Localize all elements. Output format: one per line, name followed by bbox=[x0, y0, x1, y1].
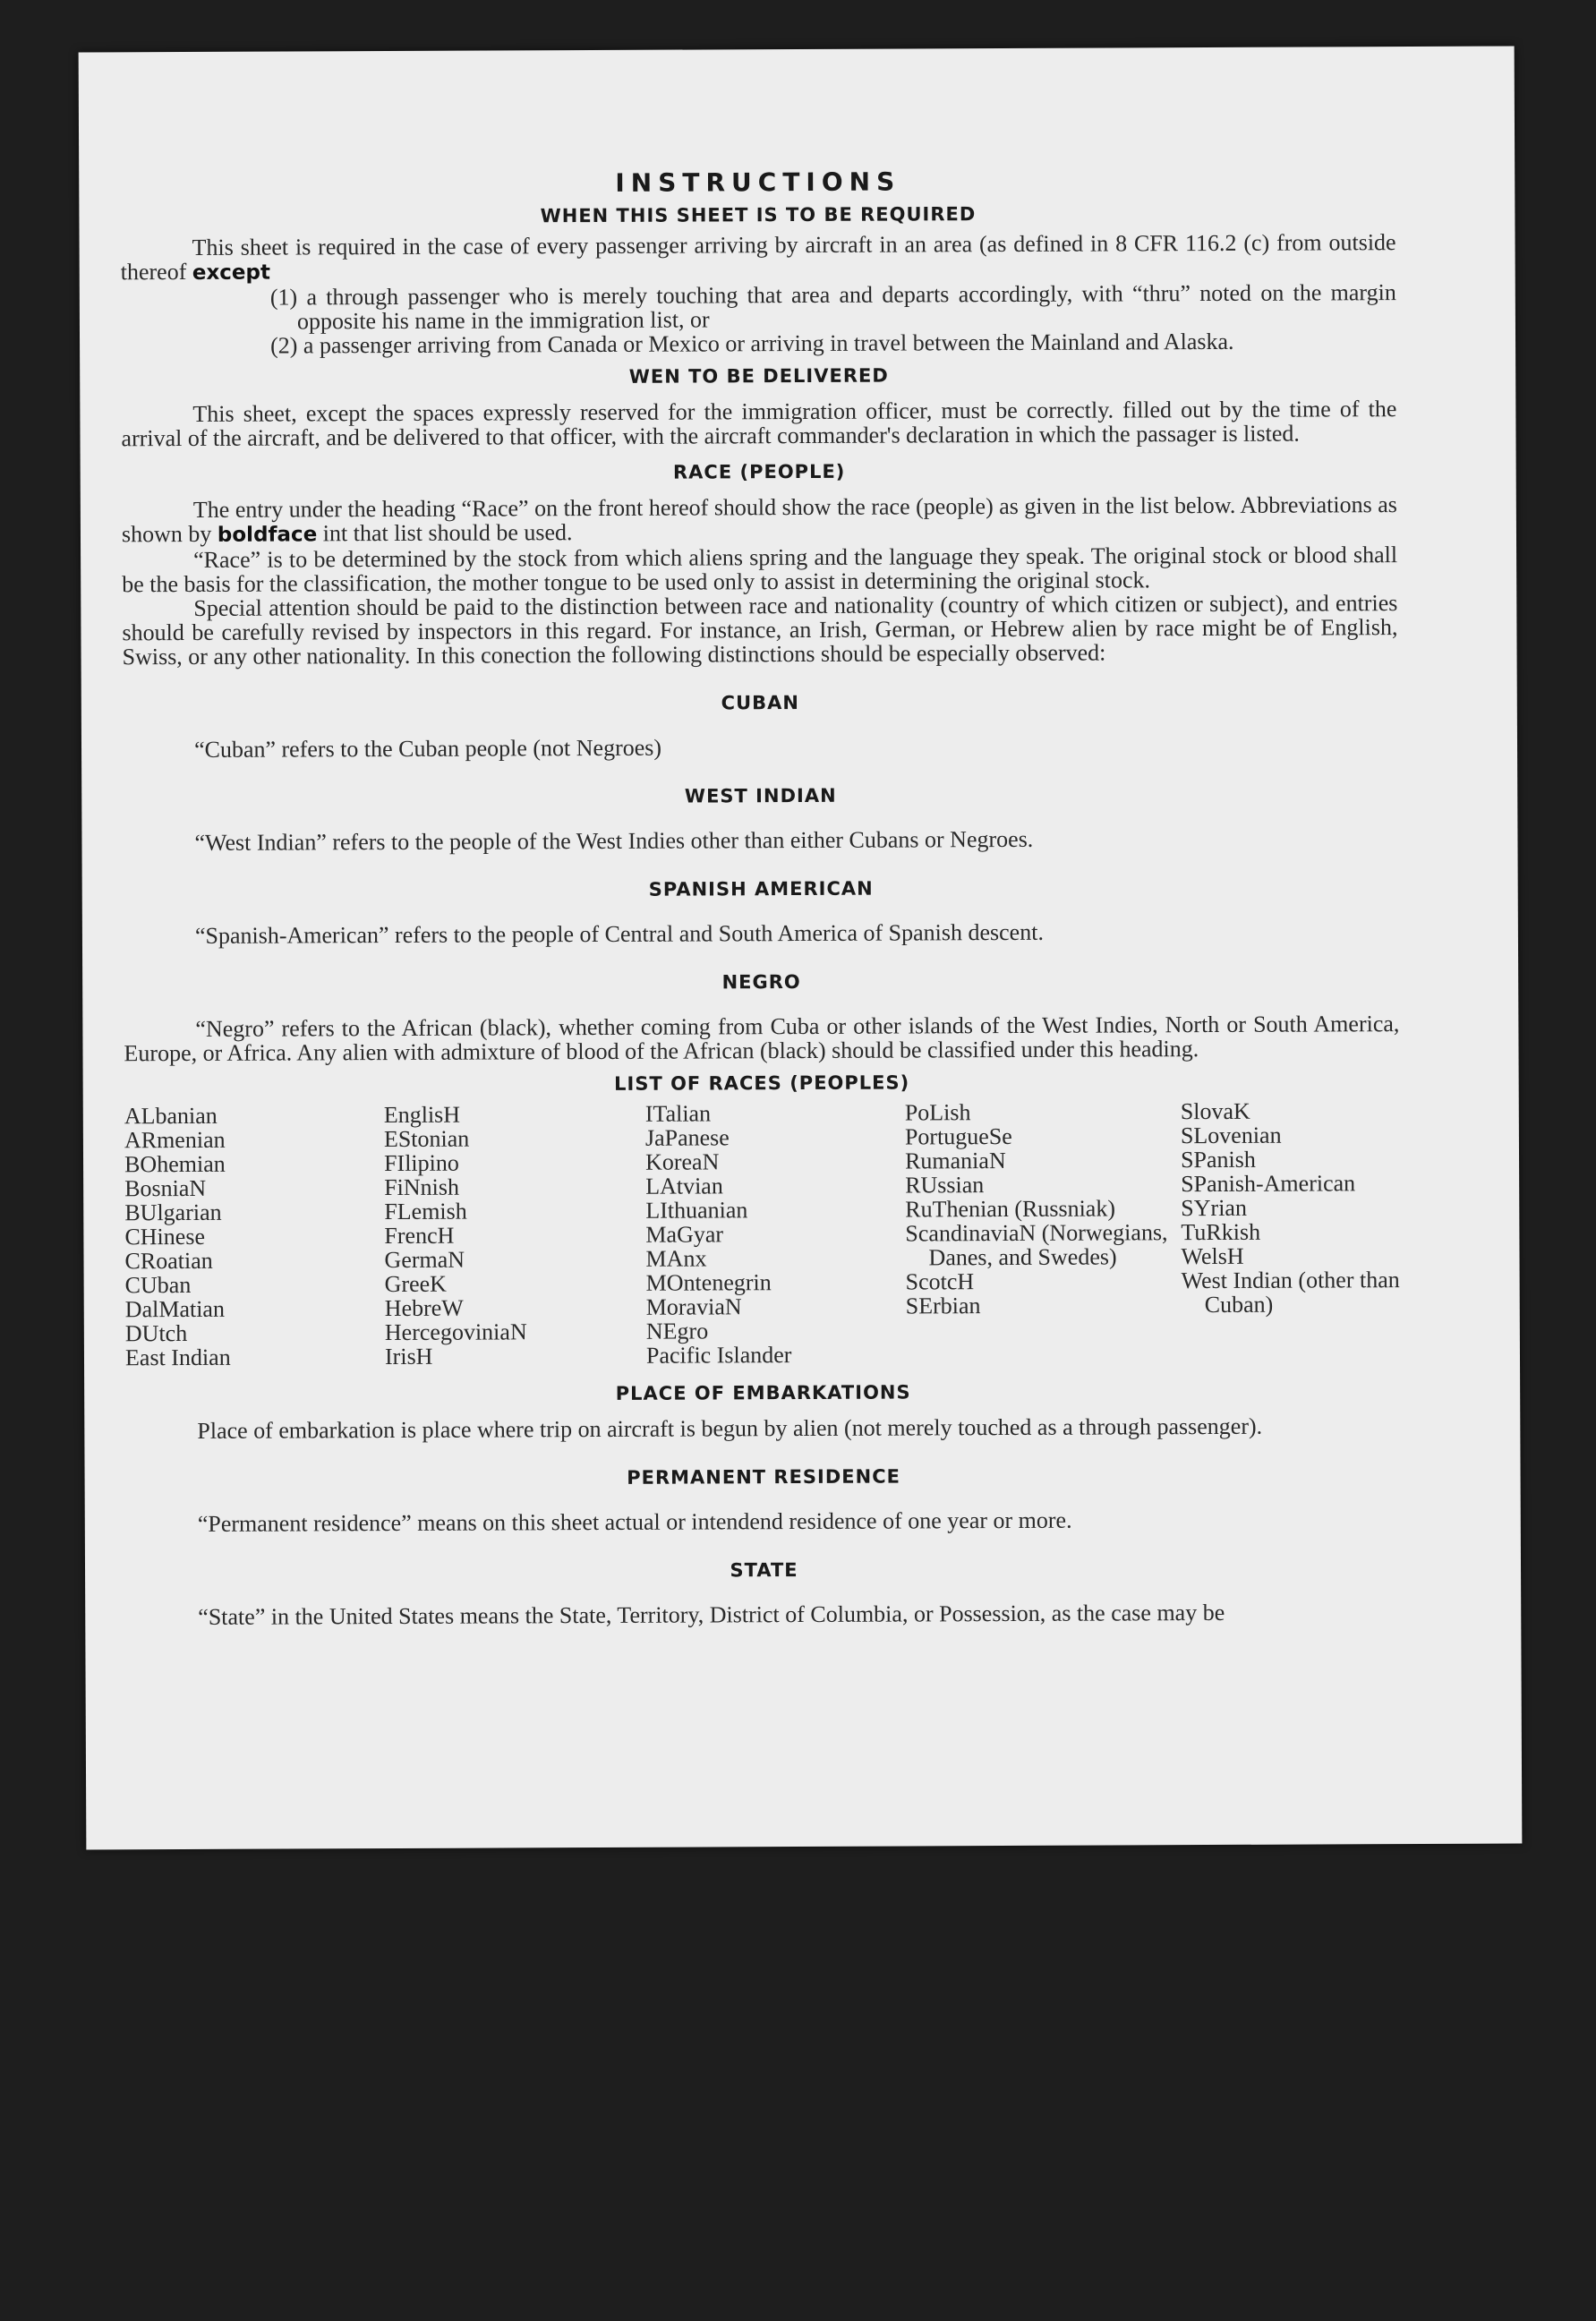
race-entry: FrencH bbox=[384, 1222, 455, 1250]
instructions-content bbox=[120, 167, 1402, 1629]
race-entry: SErbian bbox=[905, 1293, 981, 1319]
race-entry: DUtch bbox=[124, 1319, 188, 1347]
paragraph-race-3: Special attention should be paid to the distinction between race and nationality (country of which citizen or subject), and entries should be carefully revised by inspectors in this regard. For instance, an Irish, German, or Hebrew alien by race might be of English, Swiss, or any other nationality. In this conection the following distinctions should be especially observed: bbox=[122, 590, 1398, 670]
races-column-3 bbox=[645, 1100, 906, 1367]
race-entry: ALbanian bbox=[124, 1102, 218, 1130]
race-entry: PortugueSe bbox=[904, 1122, 1012, 1150]
text-west-indian: “West Indian” refers to the people of the West Indies other than either Cubans or Negroes. bbox=[194, 825, 1034, 856]
boldface-emphasis: boldface bbox=[217, 523, 318, 547]
race-entry: EnglisH bbox=[383, 1101, 461, 1129]
race-entry: SPanish-American bbox=[1181, 1170, 1356, 1198]
race-entry: WelsH bbox=[1181, 1242, 1244, 1270]
race-entry: HebreW bbox=[384, 1294, 464, 1322]
race-entry: East Indian bbox=[124, 1344, 231, 1371]
race-entry: SYrian bbox=[1181, 1194, 1248, 1222]
race-entry: JaPanese bbox=[644, 1124, 730, 1151]
text-cuban: “Cuban” refers to the Cuban people (not Negroes) bbox=[193, 734, 662, 763]
race-entry: CRoatian bbox=[124, 1247, 213, 1275]
race-entry: MoraviaN bbox=[645, 1293, 742, 1320]
race-entry: MAnx bbox=[645, 1245, 707, 1272]
race-entry: ScotcH bbox=[905, 1268, 975, 1295]
paragraph-when-delivered: This sheet, except the spaces expressly reserved for the immigration officer, must be correctly. filled out by the time of the arrival of the aircraft, and be delivered to that officer, with the aircraft commander's declaration in which the passager is listed. bbox=[121, 396, 1397, 452]
races-column-5 bbox=[1181, 1098, 1401, 1365]
race-entry: CUban bbox=[124, 1271, 192, 1299]
text-state: “State” in the United States means the State, Territory, District of Columbia, or Possession, as the case may be bbox=[198, 1599, 1225, 1630]
race-entry: PoLish bbox=[904, 1099, 971, 1126]
heading-embarkation: PLACE OF EMBARKATIONS bbox=[615, 1381, 911, 1404]
race-entry: LIthuanian bbox=[645, 1197, 748, 1224]
race-entry: ScandinaviaN (Norwegians, Danes, and Swedes) bbox=[905, 1219, 1168, 1271]
races-list bbox=[124, 1098, 1401, 1370]
heading-permanent-residence: PERMANENT RESIDENCE bbox=[627, 1465, 901, 1489]
races-column-1 bbox=[124, 1103, 385, 1370]
race-entry: GreeK bbox=[384, 1270, 447, 1298]
race-entry: EStonian bbox=[383, 1125, 470, 1153]
race-entry: BUlgarian bbox=[124, 1199, 222, 1226]
text-embarkation: Place of embarkation is place where trip on aircraft is begun by alien (not merely touched as a through passenger). bbox=[197, 1412, 1263, 1444]
race-entry: RuThenian (Russniak) bbox=[905, 1195, 1116, 1223]
race-entry: BosniaN bbox=[124, 1174, 207, 1202]
exception-item-1: (1) a through passenger who is merely touching that area and departs accordingly, with “thru” noted on the margin opposite his name in the immigration list, or bbox=[269, 279, 1396, 335]
race-entry: BOhemian bbox=[124, 1150, 226, 1178]
heading-when-required: WHEN THIS SHEET IS TO BE REQUIRED bbox=[540, 203, 977, 227]
race-entry: DalMatian bbox=[124, 1295, 226, 1323]
text-spanish-american: “Spanish-American” refers to the people of Central and South America of Spanish descent. bbox=[194, 918, 1044, 949]
heading-west-indian: WEST INDIAN bbox=[684, 784, 837, 807]
text-permanent-residence: “Permanent residence” means on this sheet actual or intendend residence of one year or more. bbox=[197, 1506, 1072, 1537]
race-entry: RumaniaN bbox=[904, 1148, 1006, 1174]
race-entry: ARmenian bbox=[124, 1126, 226, 1154]
paragraph-race-2: “Race” is to be determined by the stock from which aliens spring and the language they speak. The original stock or blood shall be the basis for the classification, the mother tongue to be used only to assist in determining the original stock. bbox=[122, 542, 1398, 598]
race-entry: MaGyar bbox=[645, 1221, 724, 1248]
race-entry: SlovaK bbox=[1180, 1097, 1250, 1125]
race-entry: FIlipino bbox=[383, 1149, 459, 1177]
race-entry: RUssian bbox=[905, 1172, 985, 1199]
except-emphasis: except bbox=[192, 260, 271, 285]
heading-spanish-american: SPANISH AMERICAN bbox=[648, 877, 874, 900]
paragraph-race-1: The entry under the heading “Race” on the front hereof should show the race (people) as given in the list below. Abbreviations as shown by boldface int that list should be used. bbox=[121, 491, 1397, 548]
heading-state: STATE bbox=[730, 1559, 798, 1582]
exception-item-2: (2) a passenger arriving from Canada or Mexico or arriving in travel between the Mainland and Alaska. bbox=[269, 328, 1234, 359]
race-entry: MOntenegrin bbox=[645, 1269, 772, 1296]
text-negro: “Negro” refers to the African (black), whether coming from Cuba or other islands of the West Indies, North or South America, Europe, or Africa. Any alien with admixture of blood of the African (black) should be classified under this heading. bbox=[124, 1011, 1400, 1067]
race-entry: NEgro bbox=[645, 1318, 709, 1344]
heading-when-delivered: WEN TO BE DELIVERED bbox=[628, 364, 889, 388]
paragraph-when-required: This sheet is required in the case of every passenger arriving by aircraft in an area (as defined in 8 CFR 116.2 (c) from outside thereof except bbox=[120, 229, 1396, 286]
race-entry: West Indian (other than Cuban) bbox=[1181, 1267, 1400, 1318]
race-entry: SPanish bbox=[1180, 1146, 1256, 1173]
race-entry: KoreaN bbox=[644, 1148, 720, 1175]
heading-cuban: CUBAN bbox=[721, 692, 800, 714]
page-title: INSTRUCTIONS bbox=[615, 166, 901, 198]
race-entry: GermaN bbox=[384, 1246, 465, 1274]
heading-list-of-races: LIST OF RACES (PEOPLES) bbox=[614, 1071, 910, 1095]
race-entry: Pacific Islander bbox=[645, 1342, 792, 1369]
race-entry: FLemish bbox=[384, 1198, 467, 1225]
races-column-4 bbox=[905, 1099, 1182, 1366]
race-entry: HercegoviniaN bbox=[384, 1318, 527, 1346]
race-entry: LAtvian bbox=[645, 1173, 723, 1199]
race-entry: IrisH bbox=[384, 1343, 433, 1370]
race-entry: TuRkish bbox=[1181, 1218, 1261, 1246]
heading-negro: NEGRO bbox=[721, 970, 801, 994]
race-entry: FiNnish bbox=[384, 1173, 460, 1201]
race-entry: ITalian bbox=[644, 1100, 712, 1127]
race-entry: CHinese bbox=[124, 1223, 206, 1250]
races-column-2 bbox=[384, 1102, 646, 1369]
document-page bbox=[79, 47, 1523, 1850]
heading-race: RACE (PEOPLE) bbox=[672, 460, 846, 483]
race-entry: SLovenian bbox=[1180, 1122, 1282, 1149]
